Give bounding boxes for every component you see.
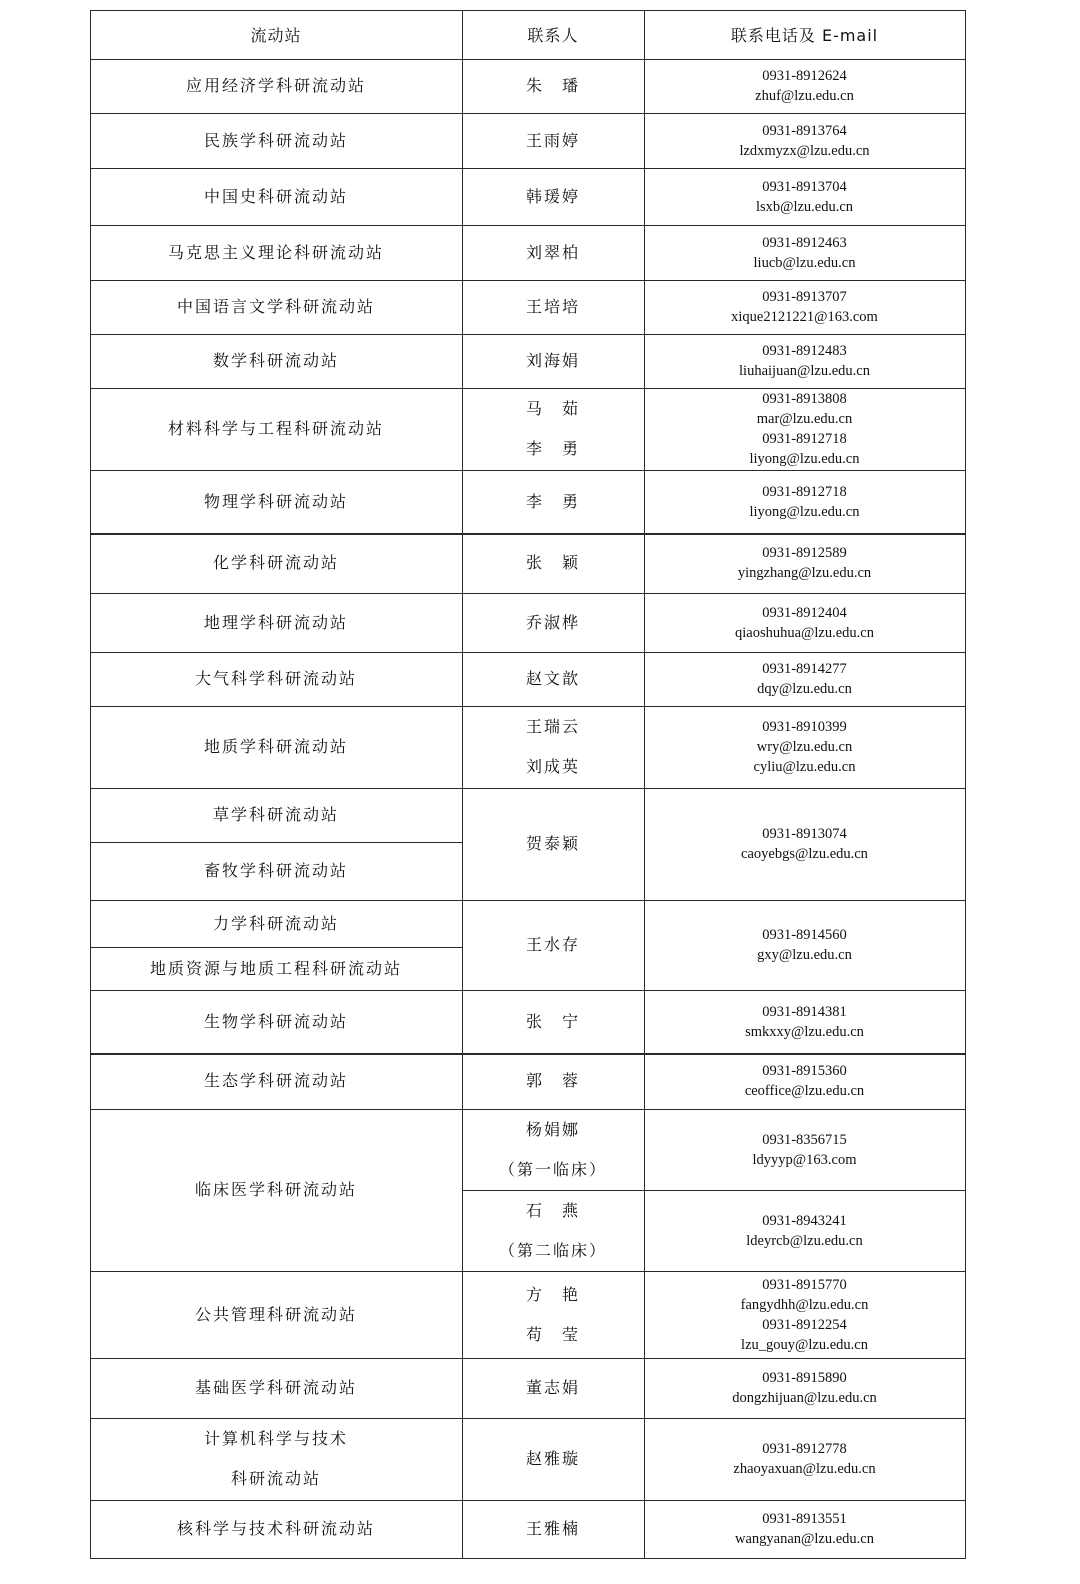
phone-text: 0931-8912718 bbox=[762, 483, 847, 500]
phone-text: 0931-8912254 bbox=[762, 1316, 847, 1333]
contact-cell bbox=[462, 168, 644, 225]
station-cell bbox=[90, 706, 462, 788]
header-contact: 联系人 bbox=[527, 26, 579, 45]
station-cell bbox=[90, 1271, 462, 1358]
phone-cell bbox=[644, 652, 965, 706]
email-text[interactable]: smkxxy@lzu.edu.cn bbox=[745, 1023, 864, 1040]
contact-name: 石 燕 bbox=[525, 1200, 580, 1220]
station-name: 力学科研流动站 bbox=[212, 913, 339, 933]
phone-text: 0931-8910399 bbox=[762, 719, 847, 735]
phone-cell bbox=[644, 593, 965, 652]
header-station: 流动站 bbox=[250, 26, 302, 45]
contact-cell bbox=[462, 388, 644, 470]
email-text[interactable]: lzdxmyzx@lzu.edu.cn bbox=[739, 142, 870, 159]
station-name: 地质资源与地质工程科研流动站 bbox=[149, 958, 402, 978]
email-text[interactable]: yingzhang@lzu.edu.cn bbox=[737, 565, 872, 581]
email-text[interactable]: liyong@lzu.edu.cn bbox=[749, 451, 860, 467]
contact-cell bbox=[462, 652, 644, 706]
contact-name: （第一临床） bbox=[498, 1159, 607, 1179]
contact-cell bbox=[462, 225, 644, 280]
station-cell bbox=[90, 593, 462, 652]
phone-text: 0931-8943241 bbox=[762, 1212, 847, 1229]
station-name: 计算机科学与技术 bbox=[203, 1429, 348, 1448]
station-name: 地理学科研流动站 bbox=[203, 612, 348, 632]
contact-name: 张 宁 bbox=[525, 1011, 580, 1031]
phone-text: 0931-8912463 bbox=[762, 234, 847, 251]
station-name: 民族学科研流动站 bbox=[203, 130, 348, 150]
contact-cell bbox=[462, 470, 644, 533]
phone-text: 0931-8913551 bbox=[762, 1511, 847, 1527]
contact-name: 王雅楠 bbox=[525, 1519, 580, 1538]
station-name: 核科学与技术科研流动站 bbox=[176, 1519, 375, 1538]
contact-cell bbox=[462, 1500, 644, 1558]
phone-cell bbox=[644, 1358, 965, 1418]
phone-cell bbox=[644, 113, 965, 168]
email-text[interactable]: dqy@lzu.edu.cn bbox=[757, 681, 852, 697]
email-text[interactable]: zhuf@lzu.edu.cn bbox=[755, 88, 854, 104]
phone-text: 0931-8356715 bbox=[762, 1131, 847, 1148]
phone-cell bbox=[644, 225, 965, 280]
station-cell bbox=[90, 842, 462, 900]
station-name: 大气科学科研流动站 bbox=[194, 669, 357, 688]
contact-name: 马 茹 bbox=[525, 399, 580, 418]
contact-name: 王瑞云 bbox=[525, 717, 580, 736]
contact-name: 赵文歆 bbox=[525, 669, 580, 688]
contact-name: 王雨婷 bbox=[525, 130, 580, 150]
contact-cell bbox=[462, 334, 644, 388]
phone-text: 0931-8912483 bbox=[762, 343, 847, 359]
phone-text: 0931-8913074 bbox=[762, 826, 847, 842]
station-name: 地质学科研流动站 bbox=[203, 737, 348, 756]
phone-cell bbox=[644, 1190, 965, 1271]
contact-name: 李 勇 bbox=[525, 491, 580, 511]
email-text[interactable]: wangyanan@lzu.edu.cn bbox=[735, 1531, 874, 1547]
contact-cell bbox=[462, 113, 644, 168]
email-text[interactable]: caoyebgs@lzu.edu.cn bbox=[741, 846, 868, 862]
email-text[interactable]: gxy@lzu.edu.cn bbox=[757, 947, 852, 963]
station-cell bbox=[90, 470, 462, 533]
phone-cell bbox=[644, 334, 965, 388]
station-cell bbox=[90, 225, 462, 280]
phone-cell bbox=[644, 470, 965, 533]
station-cell bbox=[90, 1418, 462, 1500]
phone-cell bbox=[644, 59, 965, 113]
contact-name: 王水存 bbox=[525, 935, 580, 954]
station-cell bbox=[90, 168, 462, 225]
contact-name: 朱 璠 bbox=[525, 76, 580, 95]
phone-cell bbox=[644, 1500, 965, 1558]
station-name: 数学科研流动站 bbox=[212, 351, 339, 370]
phone-cell bbox=[644, 900, 965, 990]
station-name: 化学科研流动站 bbox=[212, 553, 339, 572]
phone-text: 0931-8915360 bbox=[762, 1063, 847, 1079]
email-text[interactable]: ldyyyp@163.com bbox=[752, 1151, 857, 1168]
station-cell bbox=[90, 788, 462, 842]
contact-cell bbox=[462, 1190, 644, 1271]
contact-name: 赵雅璇 bbox=[525, 1449, 580, 1468]
station-name: 科研流动站 bbox=[230, 1469, 321, 1488]
contact-cell bbox=[462, 280, 644, 334]
contact-name: 杨娟娜 bbox=[525, 1119, 580, 1139]
phone-text: 0931-8913764 bbox=[762, 122, 847, 139]
contact-name: 刘海娟 bbox=[525, 351, 580, 370]
phone-cell bbox=[644, 168, 965, 225]
email-text[interactable]: lsxb@lzu.edu.cn bbox=[755, 198, 854, 215]
phone-cell bbox=[644, 280, 965, 334]
contact-cell bbox=[462, 788, 644, 900]
station-cell bbox=[90, 113, 462, 168]
email-text[interactable]: wry@lzu.edu.cn bbox=[756, 739, 853, 755]
station-cell bbox=[90, 533, 462, 593]
station-cell bbox=[90, 900, 462, 947]
phone-cell bbox=[644, 706, 965, 788]
contact-cell bbox=[462, 706, 644, 788]
station-name: 生态学科研流动站 bbox=[203, 1071, 348, 1090]
station-name: 基础医学科研流动站 bbox=[194, 1378, 357, 1397]
contact-cell bbox=[462, 533, 644, 593]
email-text[interactable]: mar@lzu.edu.cn bbox=[756, 411, 853, 427]
station-name: 生物学科研流动站 bbox=[203, 1011, 348, 1031]
station-name: 中国语言文学科研流动站 bbox=[176, 297, 375, 316]
email-text[interactable]: cyliu@lzu.edu.cn bbox=[753, 759, 856, 775]
contact-name: 刘翠柏 bbox=[525, 242, 580, 262]
station-name: 中国史科研流动站 bbox=[203, 186, 348, 206]
contact-cell bbox=[462, 1418, 644, 1500]
phone-text: 0931-8915770 bbox=[762, 1276, 847, 1293]
contact-name: 董志娟 bbox=[525, 1378, 580, 1397]
email-text[interactable]: zhaoyaxuan@lzu.edu.cn bbox=[733, 1461, 876, 1477]
station-name: 物理学科研流动站 bbox=[203, 491, 348, 511]
station-cell bbox=[90, 59, 462, 113]
station-cell bbox=[90, 1109, 462, 1271]
phone-text: 0931-8915890 bbox=[762, 1370, 847, 1386]
contact-name: 方 艳 bbox=[525, 1284, 580, 1304]
contact-cell bbox=[462, 1358, 644, 1418]
station-cell bbox=[90, 652, 462, 706]
contact-cell bbox=[462, 1109, 644, 1190]
station-name: 应用经济学科研流动站 bbox=[185, 76, 366, 95]
phone-cell bbox=[644, 533, 965, 593]
phone-text: 0931-8912718 bbox=[762, 431, 847, 447]
email-text[interactable]: ldeyrcb@lzu.edu.cn bbox=[746, 1232, 863, 1249]
contact-name: 王培培 bbox=[525, 297, 580, 316]
phone-cell bbox=[644, 388, 965, 470]
email-text[interactable]: liyong@lzu.edu.cn bbox=[749, 503, 860, 520]
phone-text: 0931-8912624 bbox=[762, 68, 847, 84]
station-cell bbox=[90, 1358, 462, 1418]
phone-cell bbox=[644, 990, 965, 1053]
phone-text: 0931-8914560 bbox=[762, 927, 847, 943]
table-rule bbox=[644, 1558, 966, 1559]
phone-text: 0931-8912778 bbox=[762, 1441, 847, 1457]
phone-cell bbox=[644, 788, 965, 900]
table-rule bbox=[965, 10, 966, 1559]
phone-text: 0931-8914277 bbox=[762, 661, 847, 677]
email-text[interactable]: ceoffice@lzu.edu.cn bbox=[744, 1083, 865, 1099]
contact-name: 贺泰颖 bbox=[525, 834, 580, 853]
station-name: 临床医学科研流动站 bbox=[194, 1180, 357, 1199]
station-name: 畜牧学科研流动站 bbox=[203, 861, 348, 880]
contact-cell bbox=[462, 593, 644, 652]
contact-cell bbox=[462, 1053, 644, 1109]
phone-text: 0931-8913707 bbox=[762, 289, 847, 305]
station-name: 材料科学与工程科研流动站 bbox=[167, 419, 384, 438]
phone-text: 0931-8914381 bbox=[762, 1003, 847, 1020]
station-cell bbox=[90, 947, 462, 990]
table-rule bbox=[90, 1558, 463, 1559]
email-text[interactable]: lzu_gouy@lzu.edu.cn bbox=[741, 1336, 868, 1353]
table-rule bbox=[462, 1558, 645, 1559]
station-cell bbox=[90, 334, 462, 388]
email-text[interactable]: liucb@lzu.edu.cn bbox=[753, 254, 856, 271]
contact-name: （第二临床） bbox=[498, 1240, 607, 1260]
contact-cell bbox=[462, 1271, 644, 1358]
phone-cell bbox=[644, 1053, 965, 1109]
phone-cell bbox=[644, 1109, 965, 1190]
contact-cell bbox=[462, 990, 644, 1053]
contact-name: 韩瑗婷 bbox=[525, 186, 580, 206]
email-text[interactable]: qiaoshuhua@lzu.edu.cn bbox=[735, 624, 874, 641]
contact-name: 李 勇 bbox=[525, 439, 580, 458]
station-name: 马克思主义理论科研流动站 bbox=[167, 242, 384, 262]
phone-cell bbox=[644, 1271, 965, 1358]
phone-cell bbox=[644, 1418, 965, 1500]
contact-cell bbox=[462, 900, 644, 990]
station-cell bbox=[90, 1053, 462, 1109]
station-cell bbox=[90, 1500, 462, 1558]
contact-cell bbox=[462, 59, 644, 113]
contact-name: 苟 莹 bbox=[525, 1324, 580, 1344]
email-text[interactable]: dongzhijuan@lzu.edu.cn bbox=[732, 1390, 877, 1406]
phone-text: 0931-8912589 bbox=[762, 545, 847, 561]
header-phone: 联系电话及 E-mail bbox=[730, 26, 879, 45]
station-cell bbox=[90, 990, 462, 1053]
contact-name: 张 颖 bbox=[525, 553, 580, 572]
contact-name: 郭 蓉 bbox=[525, 1071, 580, 1090]
phone-text: 0931-8913704 bbox=[762, 178, 847, 195]
email-text[interactable]: liuhaijuan@lzu.edu.cn bbox=[739, 363, 870, 379]
contact-name: 刘成英 bbox=[525, 757, 580, 776]
email-text[interactable]: xique2121221@163.com bbox=[731, 309, 878, 325]
phone-text: 0931-8912404 bbox=[762, 604, 847, 621]
station-cell bbox=[90, 388, 462, 470]
contact-name: 乔淑桦 bbox=[525, 612, 580, 632]
station-name: 公共管理科研流动站 bbox=[194, 1304, 357, 1324]
station-cell bbox=[90, 280, 462, 334]
phone-text: 0931-8913808 bbox=[762, 391, 847, 407]
email-text[interactable]: fangydhh@lzu.edu.cn bbox=[740, 1296, 869, 1313]
station-name: 草学科研流动站 bbox=[212, 805, 339, 824]
